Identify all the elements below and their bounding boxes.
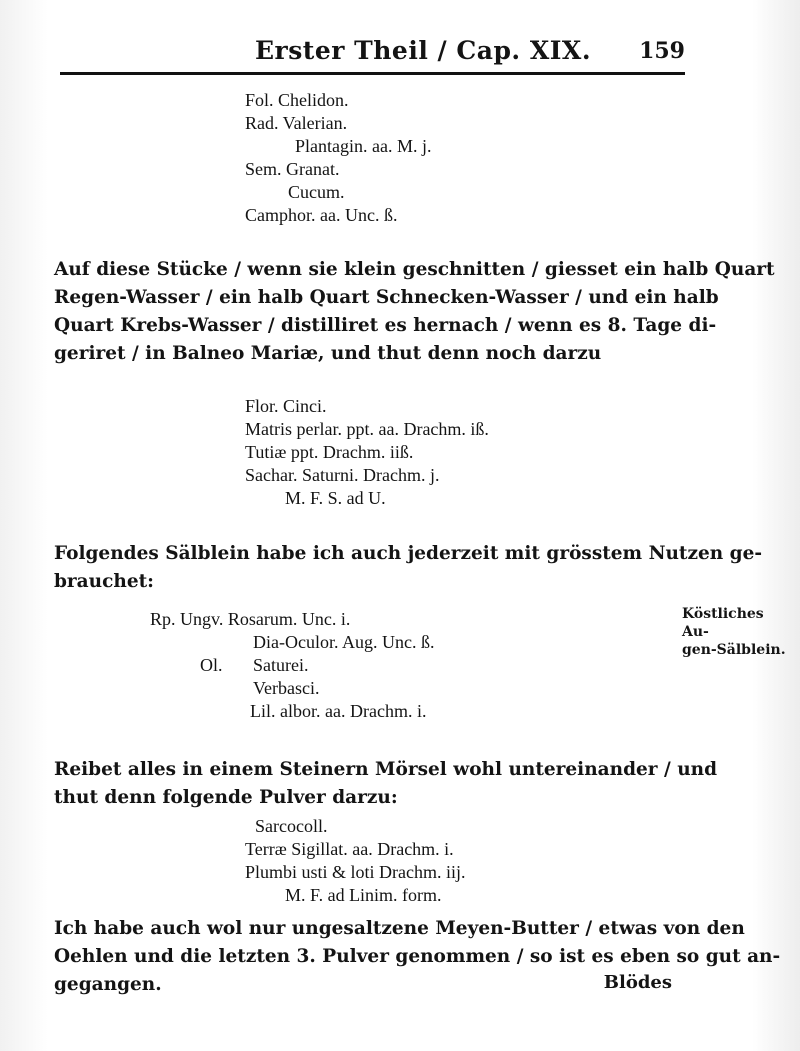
text-line: Regen-Wasser / ein halb Quart Schnecken-Wasser / und ein halb xyxy=(54,287,719,308)
recipe-line: Camphor. aa. Unc. ß. xyxy=(245,205,398,225)
text-line: Folgendes Sälblein habe ich auch jederzeit mit grösstem Nutzen ge- xyxy=(54,543,763,564)
recipe-line: Rad. Valerian. xyxy=(245,113,348,133)
recipe-line: Dia-Oculor. Aug. Unc. ß. xyxy=(253,632,435,652)
recipe-block-2 xyxy=(245,395,575,510)
paragraph-4 xyxy=(54,915,781,999)
recipe-line: Rp. Ungv. Rosarum. Unc. i. xyxy=(150,609,351,629)
recipe-label-ol: Ol. xyxy=(200,655,223,675)
recipe-line: M. F. ad Linim. form. xyxy=(285,885,442,905)
recipe-block-3 xyxy=(150,608,530,723)
text-line: Auf diese Stücke / wenn sie klein geschnitten / giesset ein halb Quart xyxy=(54,259,775,280)
recipe-line xyxy=(150,654,530,677)
text-line: Oehlen und die letzten 3. Pulver genommen / so ist es eben so gut an- xyxy=(54,946,781,967)
recipe-line: Cucum. xyxy=(288,182,345,202)
margin-note xyxy=(682,605,792,659)
text-line: Reibet alles in einem Steinern Mörsel wohl untereinander / und xyxy=(54,759,718,780)
page-number: 159 xyxy=(639,38,685,64)
recipe-line: Verbasci. xyxy=(253,678,320,698)
recipe-line: Matris perlar. ppt. aa. Drachm. iß. xyxy=(245,419,489,439)
recipe-block-4 xyxy=(245,815,575,907)
paragraph-3 xyxy=(54,756,718,812)
show-through-text xyxy=(0,100,60,800)
recipe-line: Sachar. Saturni. Drachm. j. xyxy=(245,465,440,485)
recipe-line: Sem. Granat. xyxy=(245,159,340,179)
recipe-line: Plumbi usti & loti Drachm. iij. xyxy=(245,862,466,882)
text-line: geriret / in Balneo Mariæ, und thut denn noch darzu xyxy=(54,343,602,364)
recipe-block-1 xyxy=(245,89,545,227)
recipe-line: Tutiæ ppt. Drachm. iiß. xyxy=(245,442,414,462)
running-head: Erster Theil / Cap. XIX. xyxy=(255,36,592,65)
header-rule xyxy=(60,72,685,75)
recipe-line: Lil. albor. aa. Drachm. i. xyxy=(250,701,427,721)
recipe-ingredient: Saturei. xyxy=(253,655,309,675)
recipe-line: Plantagin. aa. M. j. xyxy=(295,136,432,156)
paragraph-2 xyxy=(54,540,763,596)
text-line: Quart Krebs-Wasser / distilliret es hernach / wenn es 8. Tage di- xyxy=(54,315,717,336)
paragraph-1 xyxy=(54,256,775,368)
text-line: gegangen. xyxy=(54,974,162,995)
recipe-line: Sarcocoll. xyxy=(255,816,328,836)
text-line: brauchet: xyxy=(54,571,154,592)
margin-note-line: gen-Sälblein. xyxy=(682,642,786,658)
text-line: thut denn folgende Pulver darzu: xyxy=(54,787,398,808)
recipe-line: Flor. Cinci. xyxy=(245,396,327,416)
recipe-line: Terræ Sigillat. aa. Drachm. i. xyxy=(245,839,454,859)
recipe-line: Fol. Chelidon. xyxy=(245,90,349,110)
page-header xyxy=(60,34,685,74)
recipe-line: M. F. S. ad U. xyxy=(285,488,386,508)
text-line: Ich habe auch wol nur ungesaltzene Meyen-Butter / etwas von den xyxy=(54,918,745,939)
margin-note-line: Köstliches Au- xyxy=(682,606,764,640)
catchword: Blödes xyxy=(603,972,672,993)
